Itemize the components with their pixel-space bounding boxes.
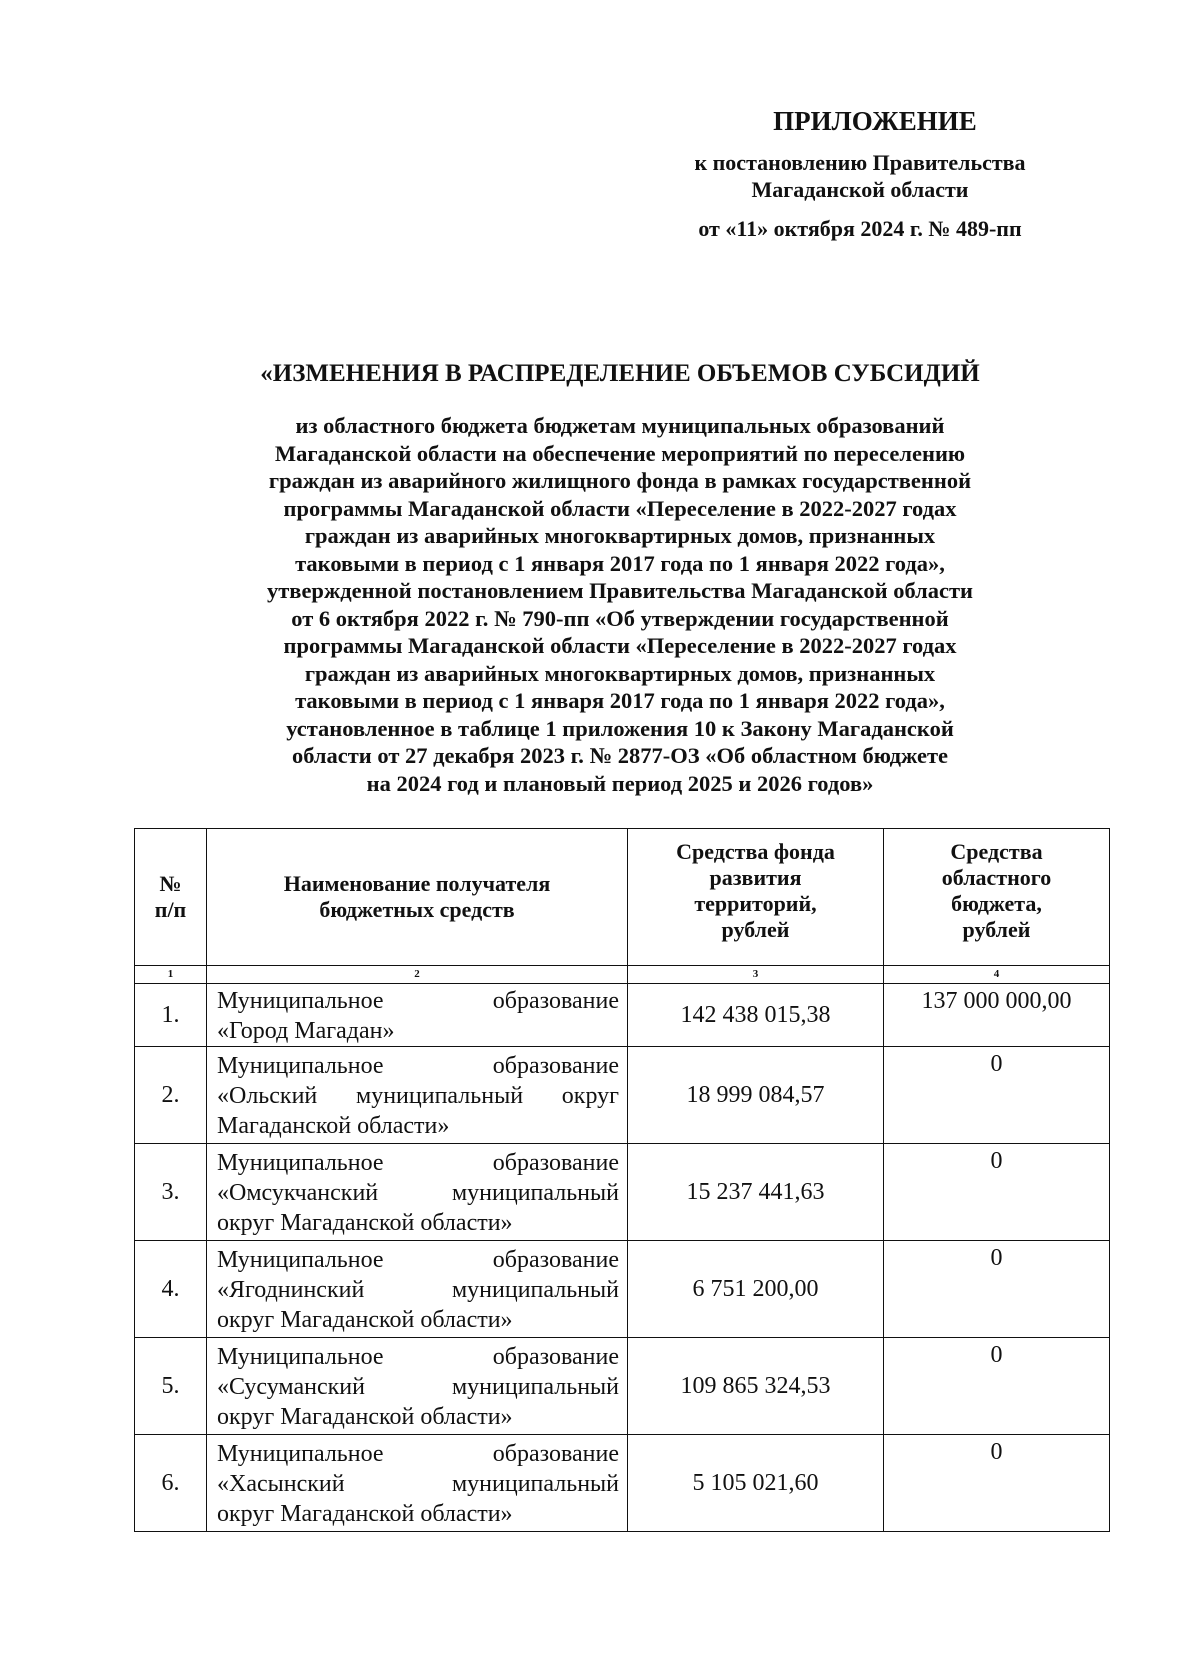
table-row <box>135 1338 1110 1435</box>
subtitle-line: таковыми в период с 1 января 2017 года по 1 января 2022 года», <box>295 550 945 576</box>
subtitle-line: от 6 октября 2022 г. № 790-пп «Об утверждении государственной <box>291 605 949 631</box>
row-number: 6. <box>135 1435 207 1532</box>
recipient-name: Муниципальное образование «Омсукчанский муниципальный округ Магаданской области» <box>207 1144 628 1241</box>
recipient-name: Муниципальное образование «Сусуманский муниципальный округ Магаданской области» <box>207 1338 628 1435</box>
regional-amount: 0 <box>884 1241 1110 1338</box>
recipient-name: Муниципальное образование «Ольский муниципальный округ Магаданской области» <box>207 1047 628 1144</box>
recipient-name: Муниципальное образование «Хасынский муниципальный округ Магаданской области» <box>207 1435 628 1532</box>
table-header-row <box>135 829 1110 966</box>
subtitle-line: утвержденной постановлением Правительства Магаданской области <box>266 578 974 603</box>
regional-amount: 0 <box>884 1435 1110 1532</box>
subtitle-line: области от 27 декабря 2023 г. № 2877-ОЗ «Об областном бюджете <box>291 743 949 768</box>
appendix-line-2: Магаданской области <box>751 177 969 202</box>
subtitle-line: программы Магаданской области «Переселение в 2022-2027 годах <box>283 495 957 521</box>
column-number: 2 <box>207 966 628 984</box>
fdr-amount: 142 438 015,38 <box>628 984 884 1047</box>
regional-amount: 0 <box>884 1144 1110 1241</box>
column-number: 1 <box>135 966 207 984</box>
header-fdr-funds: Средства фонда развития территорий, рублей <box>628 829 884 966</box>
fdr-amount: 15 237 441,63 <box>628 1144 884 1241</box>
subtitle-line: установленное в таблице 1 приложения 10 к Закону Магаданской <box>286 715 954 741</box>
column-number: 3 <box>628 966 884 984</box>
regional-amount: 137 000 000,00 <box>884 984 1110 1047</box>
regional-amount: 0 <box>884 1338 1110 1435</box>
fdr-amount: 18 999 084,57 <box>628 1047 884 1144</box>
subtitle-line: из областного бюджета бюджетам муниципальных образований <box>295 413 945 438</box>
row-number: 3. <box>135 1144 207 1241</box>
recipient-name: Муниципальное образование «Город Магадан» <box>207 984 628 1047</box>
row-number: 4. <box>135 1241 207 1338</box>
row-number: 5. <box>135 1338 207 1435</box>
subtitle-line: на 2024 год и плановый период 2025 и 2026 годов» <box>366 770 874 796</box>
header-regional-funds: Средства областного бюджета, рублей <box>884 829 1110 966</box>
fdr-amount: 6 751 200,00 <box>628 1241 884 1338</box>
header-number: № п/п <box>135 829 207 966</box>
subtitle-line: таковыми в период с 1 января 2017 года по 1 января 2022 года», <box>295 688 945 713</box>
table-row <box>135 1241 1110 1338</box>
subtitle-line: граждан из аварийного жилищного фонда в рамках государственной <box>268 468 972 493</box>
row-number: 2. <box>135 1047 207 1144</box>
column-number-row <box>135 966 1110 984</box>
document-title: «ИЗМЕНЕНИЯ В РАСПРЕДЕЛЕНИЕ ОБЪЕМОВ СУБСИДИЙ <box>260 360 980 387</box>
row-number: 1. <box>135 984 207 1047</box>
subtitle-line: граждан из аварийных многоквартирных домов, признанных <box>304 523 936 548</box>
table-row <box>135 1144 1110 1241</box>
appendix-line-1: к постановлению Правительства <box>694 150 1026 175</box>
subtitle-line: граждан из аварийных многоквартирных домов, признанных <box>304 660 936 686</box>
subtitle-line: Магаданской области на обеспечение мероприятий по переселению <box>274 440 966 466</box>
column-number: 4 <box>884 966 1110 984</box>
fdr-amount: 5 105 021,60 <box>628 1435 884 1532</box>
table-row <box>135 1047 1110 1144</box>
subtitle-line: программы Магаданской области «Переселение в 2022-2027 годах <box>283 633 957 658</box>
regional-amount: 0 <box>884 1047 1110 1144</box>
table-row <box>135 1435 1110 1532</box>
appendix-heading: ПРИЛОЖЕНИЕ <box>773 106 977 136</box>
fdr-amount: 109 865 324,53 <box>628 1338 884 1435</box>
subsidy-table <box>134 828 1110 1532</box>
recipient-name: Муниципальное образование «Ягоднинский муниципальный округ Магаданской области» <box>207 1241 628 1338</box>
table-row <box>135 984 1110 1047</box>
appendix-line-3: от «11» октября 2024 г. № 489-пп <box>698 216 1022 241</box>
document-subtitle <box>130 412 1110 797</box>
header-recipient: Наименование получателя бюджетных средств <box>207 829 628 966</box>
appendix-block <box>600 106 1120 242</box>
